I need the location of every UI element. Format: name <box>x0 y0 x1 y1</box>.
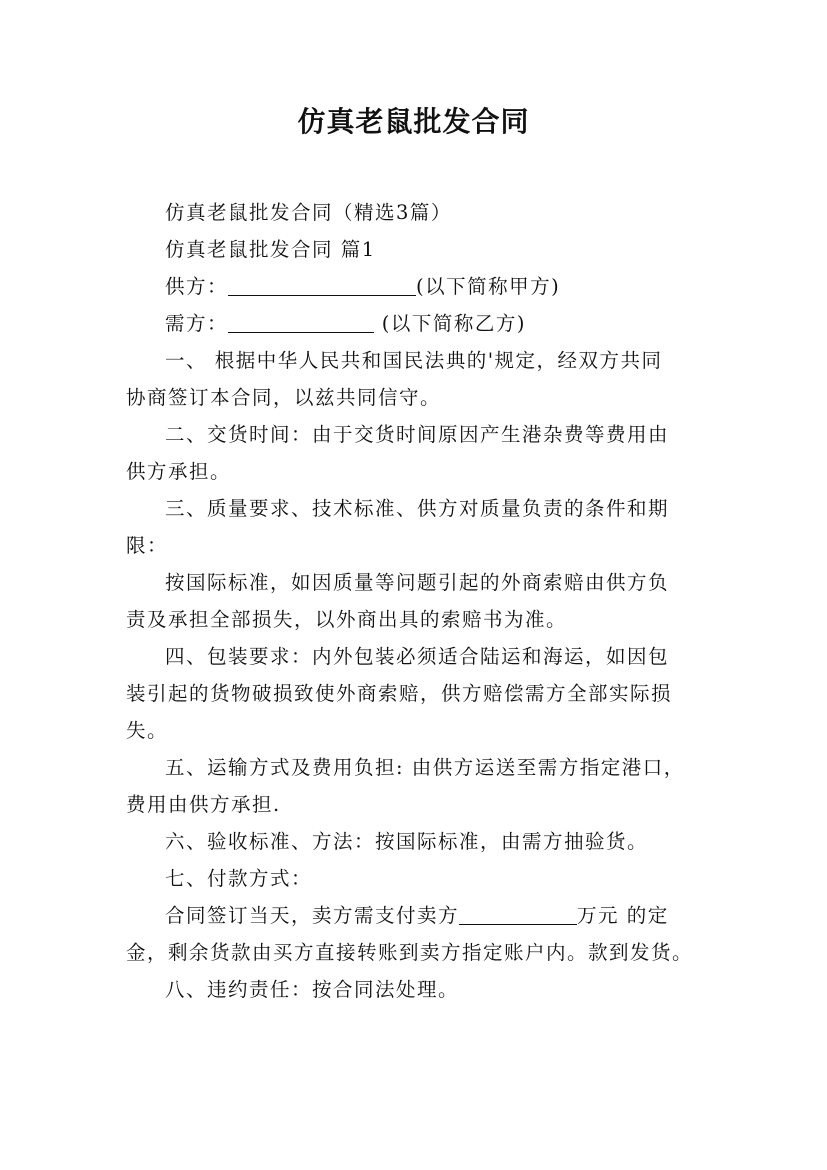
quality-line-1: 按国际标准，如因质量等问题引起的外商索赔由供方负 <box>165 571 670 594</box>
clause-5-line-1: 五、运输方式及费用负担: 由供方运送至需方指定港口， <box>165 756 685 779</box>
buyer-label: 需方： <box>165 312 229 335</box>
payment-suffix: 万元 的定 <box>577 904 669 927</box>
clause-1-line-2: 协商签订本合同，以兹共同信守。 <box>126 386 442 409</box>
clause-7: 七、付款方式： <box>165 867 313 890</box>
clause-4-line-1: 四、包装要求：内外包装必须适合陆运和海运，如因包 <box>165 645 670 668</box>
clause-2-line-2: 供方承担。 <box>126 460 232 483</box>
clause-3-line-1: 三、质量要求、技术标准、供方对质量负责的条件和期 <box>165 497 670 520</box>
clause-3-line-2: 限： <box>126 534 169 557</box>
section-heading: 仿真老鼠批发合同 篇1 <box>165 238 376 261</box>
supplier-blank <box>228 274 416 295</box>
supplier-line <box>126 268 704 305</box>
clause-8: 八、违约责任：按合同法处理。 <box>165 978 460 1001</box>
supplier-note: (以下简称甲方) <box>416 275 561 298</box>
clause-6: 六、验收标准、方法：按国际标准，由需方抽验货。 <box>165 830 649 853</box>
payment-line-2: 金，剩余货款由买方直接转账到卖方指定账户内。款到发货。 <box>126 941 694 964</box>
payment-line-1 <box>126 897 704 934</box>
clause-2-line-1: 二、交货时间：由于交货时间原因产生港杂费等费用由 <box>165 423 670 446</box>
payment-blank <box>459 903 577 924</box>
document-title: 仿真老鼠批发合同 <box>297 105 530 138</box>
subtitle-line: 仿真老鼠批发合同（精选3篇） <box>165 201 452 224</box>
payment-prefix: 合同签订当天，卖方需支付卖方 <box>165 904 460 927</box>
clause-1-line-1: 一、 根据中华人民共和国民法典的'规定，经双方共同 <box>165 349 663 372</box>
supplier-label: 供方： <box>165 275 229 298</box>
buyer-note: (以下简称乙方) <box>374 312 526 335</box>
quality-line-2: 责及承担全部损失，以外商出具的索赔书为准。 <box>126 608 568 631</box>
document-body <box>126 194 704 1008</box>
buyer-blank <box>228 311 374 332</box>
buyer-line <box>126 305 704 342</box>
clause-4-line-2: 装引起的货物破损致使外商索赔，供方赔偿需方全部实际损 <box>126 682 673 705</box>
clause-5-line-2: 费用由供方承担. <box>126 793 281 816</box>
clause-4-line-3: 失。 <box>126 719 169 742</box>
